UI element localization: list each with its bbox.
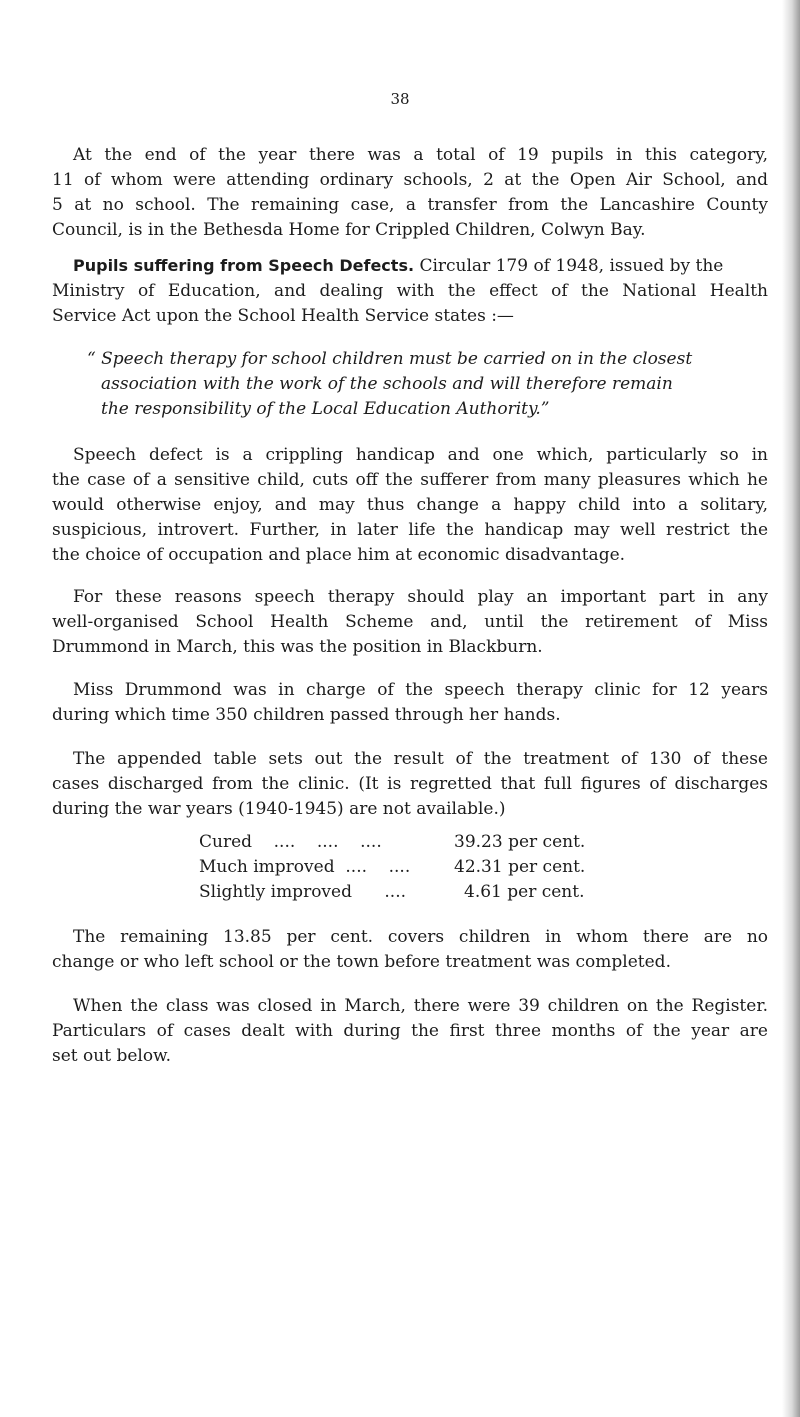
- text-line: the case of a sensitive child, cuts off the sufferer from many pleasures which he: [52, 470, 768, 490]
- quotation: [87, 347, 767, 422]
- quote-line: “ Speech therapy for school children must be carried on in the closest: [87, 349, 693, 369]
- result-row: [199, 830, 664, 855]
- text-line: set out below.: [52, 1046, 171, 1066]
- text-line: Miss Drummond was in charge of the speech therapy clinic for 12 years: [73, 680, 768, 700]
- text-line: Council, is in the Bethesda Home for Crippled Children, Colwyn Bay.: [52, 220, 646, 240]
- result-value: 39.23 per cent.: [454, 832, 586, 852]
- text-line: 5 at no school. The remaining case, a transfer from the Lancashire County: [52, 195, 768, 215]
- result-label: Slightly improved ....: [199, 882, 407, 902]
- page-number: 38: [390, 90, 410, 108]
- result-label: Cured .... .... ....: [199, 832, 382, 852]
- text-line: Drummond in March, this was the position in Blackburn.: [52, 637, 543, 657]
- text-line: Particulars of cases dealt with during the first three months of the year are: [52, 1021, 768, 1041]
- text-line: At the end of the year there was a total of 19 pupils in this category,: [73, 145, 768, 165]
- results-list: [199, 830, 664, 905]
- paragraph-class-closed: [52, 994, 768, 1069]
- text-line: For these reasons speech therapy should play an important part in any: [73, 587, 768, 607]
- text-line: cases discharged from the clinic. (It is regretted that full figures of discharges: [52, 774, 768, 794]
- result-value: 4.61 per cent.: [464, 882, 585, 902]
- text-line: Speech defect is a crippling handicap and one which, particularly so in: [73, 445, 768, 465]
- paragraph-speech-defects: [52, 253, 768, 329]
- text-line: The appended table sets out the result of the treatment of 130 of these: [73, 749, 768, 769]
- result-label: Much improved .... ....: [199, 857, 411, 877]
- result-value: 42.31 per cent.: [454, 857, 586, 877]
- paragraph-remaining: [52, 925, 768, 975]
- text-line: The remaining 13.85 per cent. covers children in whom there are no: [73, 927, 768, 947]
- text-line: well-organised School Health Scheme and, until the retirement of Miss: [52, 612, 768, 632]
- text-line: Ministry of Education, and dealing with the effect of the National Health: [52, 281, 768, 301]
- text-line: [52, 253, 768, 279]
- text-line: would otherwise enjoy, and may thus change a happy child into a solitary,: [52, 495, 768, 515]
- paragraph-pupils-category: [52, 143, 768, 243]
- text-line: Service Act upon the School Health Service states :—: [52, 306, 514, 326]
- paragraph-appended-table: [52, 747, 768, 822]
- text-line: during which time 350 children passed through her hands.: [52, 705, 561, 725]
- text-fragment: Circular 179 of 1948, issued by the: [414, 256, 724, 276]
- section-heading: Pupils suffering from Speech Defects.: [73, 256, 415, 275]
- text-line: suspicious, introvert. Further, in later life the handicap may well restrict the: [52, 520, 768, 540]
- text-line: the choice of occupation and place him at economic disadvantage.: [52, 545, 626, 565]
- paragraph-miss-drummond: [52, 678, 768, 728]
- text-line: When the class was closed in March, there were 39 children on the Register.: [73, 996, 768, 1016]
- quote-line: the responsibility of the Local Education Authority.”: [101, 399, 550, 419]
- page-edge-shadow: [782, 0, 800, 1417]
- text-line: during the war years (1940-1945) are not available.): [52, 799, 506, 819]
- paragraph-speech-handicap: [52, 443, 768, 568]
- quote-line: association with the work of the schools and will therefore remain: [101, 374, 673, 394]
- result-row: [199, 880, 664, 905]
- text-line: change or who left school or the town before treatment was completed.: [52, 952, 671, 972]
- result-row: [199, 855, 664, 880]
- text-line: 11 of whom were attending ordinary schools, 2 at the Open Air School, and: [52, 170, 768, 190]
- paragraph-reasons: [52, 585, 768, 660]
